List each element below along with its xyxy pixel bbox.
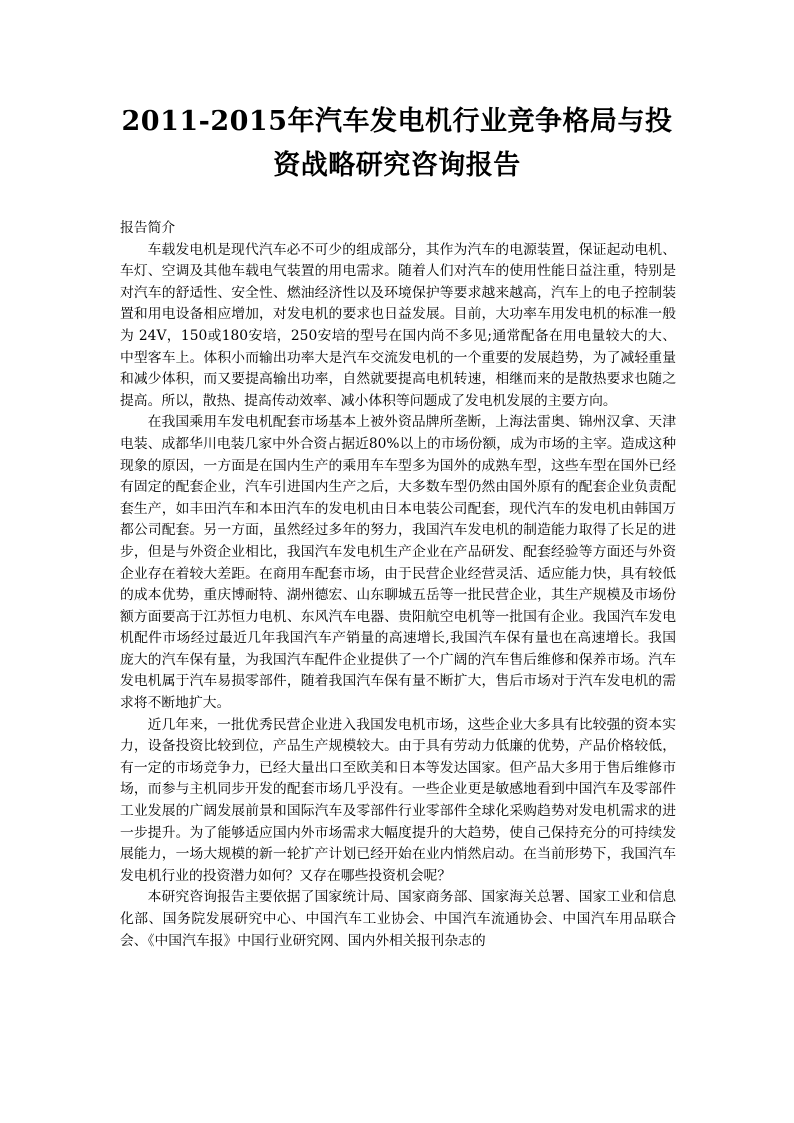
paragraph-4: 本研究咨询报告主要依据了国家统计局、国家商务部、国家海关总署、国家工业和信息化部、国务院发展研究中心、中国汽车工业协会、中国汽车流通协会、中国汽车用品联合会、《中国汽车报》中国行业研究网、国内外相关报刊杂志的	[120, 889, 676, 949]
paragraph-2: 在我国乘用车发电机配套市场基本上被外资品牌所垄断，上海法雷奥、锦州汉拿、天津电装、成都华川电装几家中外合资占据近80%以上的市场份额，成为市场的主宰。造成这种现象的原因，一方面是在国内生产的乘用车车型多为国外的成熟车型，这些车型在国外已经有固定的配套企业，汽车引进国内生产之后，大多数车型仍然由国外原有的配套企业负责配套生产，如丰田汽车和本田汽车的发电机由日本电装公司配套，现代汽车的发电机由韩国万都公司配套。另一方面，虽然经过多年的努力，我国汽车发电机的制造能力取得了长足的进步，但是与外资企业相比，我国汽车发电机生产企业在产品研发、配套经验等方面还与外资企业存在着较大差距。在商用车配套市场，由于民营企业经营灵活、适应能力快，具有较低的成本优势，重庆博耐特、湖州德宏、山东聊城五岳等一批民营企业，其生产规模及市场份额方面要高于江苏恒力电机、东风汽车电器、贵阳航空电机等一批国有企业。我国汽车发电机配件市场经过最近几年我国汽车产销量的高速增长,我国汽车保有量也在高速增长。我国庞大的汽车保有量，为我国汽车配件企业提供了一个广阔的汽车售后维修和保养市场。汽车发电机属于汽车易损零部件，随着我国汽车保有量不断扩大，售后市场对于汽车发电机的需求将不断地扩大。	[120, 414, 676, 712]
document-title	[100, 100, 694, 188]
title-line-2: 资战略研究咨询报告	[273, 150, 521, 181]
paragraph-3: 近几年来，一批优秀民营企业进入我国发电机市场，这些企业大多具有比较强的资本实力，设备投资比较到位，产品生产规模较大。由于具有劳动力低廉的优势，产品价格较低，有一定的市场竞争力，已经大量出口至欧美和日本等发达国家。但产品大多用于售后维修市场，而参与主机同步开发的配套市场几乎没有。一些企业更是敏感地看到中国汽车及零部件工业发展的广阔发展前景和国际汽车及零部件行业零部件全球化采购趋势对发电机需求的进一步提升。为了能够适应国内外市场需求大幅度提升的大趋势，使自己保持充分的可持续发展能力，一场大规模的新一轮扩产计划已经开始在业内悄然启动。在当前形势下，我国汽车发电机行业的投资潜力如何？又存在哪些投资机会呢？	[120, 716, 676, 884]
paragraph-1: 车载发电机是现代汽车必不可少的组成部分，其作为汽车的电源装置，保证起动电机、车灯、空调及其他车载电气装置的用电需求。随着人们对汽车的使用性能日益注重，特别是对汽车的舒适性、安全性、燃油经济性以及环境保护等要求越来越高，汽车上的电子控制装置和用电设备相应增加，对发电机的要求也日益发展。目前，大功率车用发电机的标准一般为 24V，150或180安培，250安培的型号在国内尚不多见;通常配备在用电量较大的大、中型客车上。体积小而输出功率大是汽车交流发电机的一个重要的发展趋势，为了减轻重量和减少体积，而又要提高输出功率，自然就要提高电机转速，相继而来的是散热要求也随之提高。所以，散热、提高传动效率、减小体积等问题成了发电机发展的主要方向。	[120, 241, 676, 409]
document-body	[120, 218, 676, 952]
title-line-1: 2011-2015年汽车发电机行业竞争格局与投	[121, 106, 673, 137]
section-label: 报告简介	[120, 220, 176, 236]
